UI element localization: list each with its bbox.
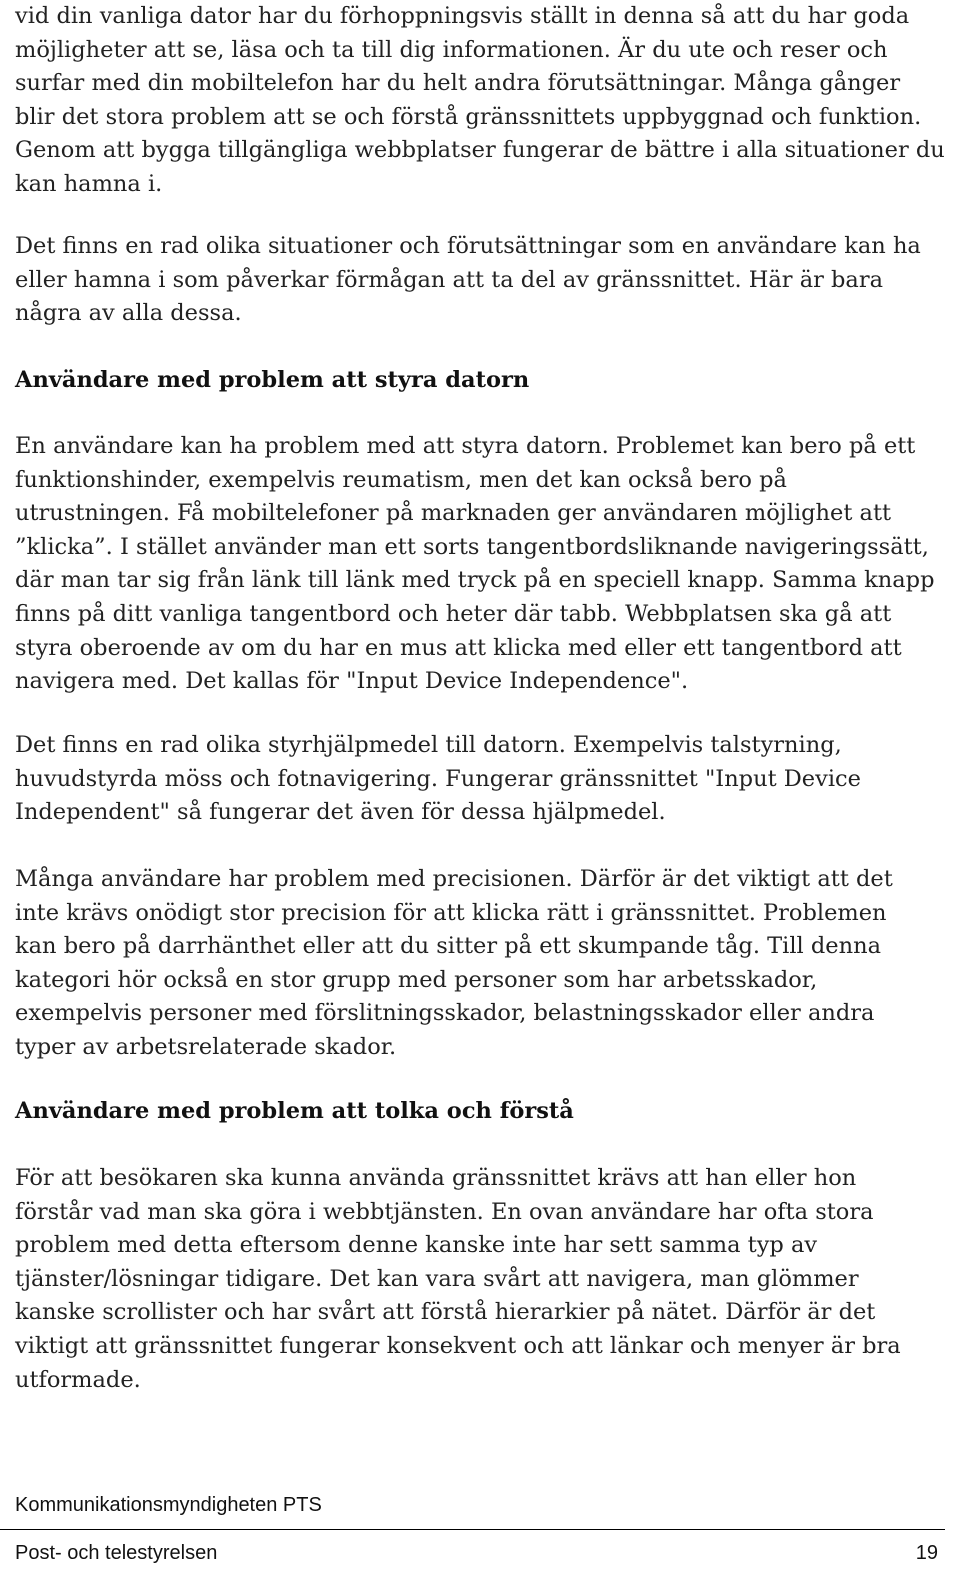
text-line: tjänster/lösningar tidigare. Det kan vara svårt att navigera, man glömmer bbox=[15, 1265, 859, 1292]
text-line: blir det stora problem att se och förstå gränssnittets uppbyggnad och funktion. bbox=[15, 103, 922, 130]
text-line: Genom att bygga tillgängliga webbplatser fungerar de bättre i alla situationer du bbox=[15, 137, 945, 164]
text-line: vid din vanliga dator har du förhoppningsvis ställt in denna så att du har goda bbox=[15, 3, 910, 29]
text-line: finns på ditt vanliga tangentbord och heter där tabb. Webbplatsen ska gå att bbox=[15, 600, 892, 627]
text-line: navigera med. Det kallas för "Input Device Independence". bbox=[15, 668, 689, 695]
paragraph-intro bbox=[15, 0, 945, 202]
text-line: funktionshinder, exempelvis reumatism, men det kan också bero på bbox=[15, 466, 787, 493]
paragraph-control-problem bbox=[15, 430, 945, 699]
footer-organization: Kommunikationsmyndigheten PTS bbox=[15, 1494, 322, 1516]
text-line: inte krävs onödigt stor precision för att klicka rätt i gränssnittet. Problemen bbox=[15, 899, 887, 926]
text-line: För att besökaren ska kunna använda gränssnittet krävs att han eller hon bbox=[15, 1165, 857, 1191]
text-line: ”klicka”. I stället använder man ett sorts tangentbordsliknande navigeringssätt, bbox=[15, 533, 929, 560]
paragraph-understanding bbox=[15, 1162, 945, 1397]
text-line: En användare kan ha problem med att styra datorn. Problemet kan bero på ett bbox=[15, 433, 916, 459]
text-line: utrustningen. Få mobiltelefoner på marknaden ger användaren möjlighet att bbox=[15, 500, 892, 527]
section-heading-control: Användare med problem att styra datorn bbox=[15, 367, 530, 393]
section-heading-understand: Användare med problem att tolka och förstå bbox=[15, 1098, 574, 1124]
text-line: Många användare har problem med precisionen. Därför är det viktigt att det bbox=[15, 866, 893, 892]
footer-divider bbox=[0, 1529, 945, 1530]
text-line: huvudstyrda möss och fotnavigering. Fungerar gränssnittet "Input Device bbox=[15, 765, 861, 792]
text-line: där man tar sig från länk till länk med tryck på en speciell knapp. Samma knapp bbox=[15, 567, 935, 594]
page-number: 19 bbox=[915, 1542, 938, 1564]
text-line: problem med detta eftersom denne kanske inte har sett samma typ av bbox=[15, 1232, 818, 1259]
text-line: kan bero på darrhänthet eller att du sitter på ett skumpande tåg. Till denna bbox=[15, 933, 882, 960]
text-line: Independent" så fungerar det även för dessa hjälpmedel. bbox=[15, 799, 666, 826]
text-line: styra oberoende av om du har en mus att klicka med eller ett tangentbord att bbox=[15, 634, 902, 661]
text-line: kategori hör också en stor grupp med personer som har arbetsskador, bbox=[15, 966, 818, 993]
footer-agency: Post- och telestyrelsen bbox=[15, 1542, 218, 1564]
text-line: möjligheter att se, läsa och ta till dig informationen. Är du ute och reser och bbox=[15, 36, 888, 63]
paragraph-precision bbox=[15, 863, 945, 1065]
text-line: kan hamna i. bbox=[15, 170, 163, 197]
text-line: exempelvis personer med förslitningsskador, belastningsskador eller andra bbox=[15, 1000, 875, 1027]
paragraph-situations bbox=[15, 230, 945, 331]
text-line: utformade. bbox=[15, 1366, 141, 1393]
text-line: Det finns en rad olika styrhjälpmedel till datorn. Exempelvis talstyrning, bbox=[15, 732, 842, 758]
text-line: eller hamna i som påverkar förmågan att ta del av gränssnittet. Här är bara bbox=[15, 266, 883, 293]
text-line: Det finns en rad olika situationer och förutsättningar som en användare kan ha bbox=[15, 233, 921, 259]
text-line: förstår vad man ska göra i webbtjänsten. En ovan användare har ofta stora bbox=[15, 1198, 874, 1225]
paragraph-aids bbox=[15, 729, 945, 830]
text-line: några av alla dessa. bbox=[15, 300, 242, 327]
text-line: kanske scrollister och har svårt att förstå hierarkier på nätet. Därför är det bbox=[15, 1299, 876, 1326]
text-line: viktigt att gränssnittet fungerar konsekvent och att länkar och menyer är bra bbox=[15, 1332, 901, 1359]
text-line: surfar med din mobiltelefon har du helt andra förutsättningar. Många gånger bbox=[15, 70, 901, 97]
text-line: typer av arbetsrelaterade skador. bbox=[15, 1033, 397, 1060]
